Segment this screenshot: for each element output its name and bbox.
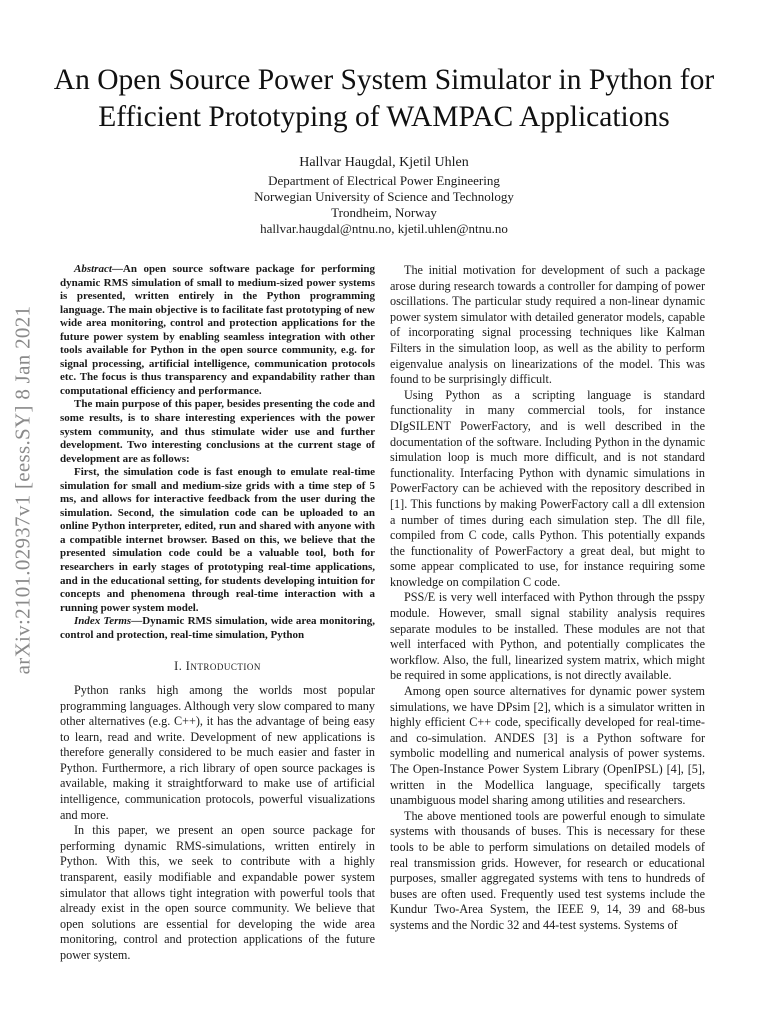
abstract-paragraph: First, the simulation code is fast enough to emulate real-time simulation for small and medium-size grids with a time step of 5 ms, and allows for interactive feedback from the user during the simulation. Second, the simulation code can be uploaded to an online Python interpreter, edited, run and shared with anyone with a compatible internet browser. Based on this, we believe that the presented simulation code could be a valuable tool, both for researchers in early stages of prototyping real-time applications, and in the educational setting, for students developing intuition for concepts and phenomena through real-time interaction with a running power system model. [60, 466, 375, 614]
author-emails: hallvar.haugdal@ntnu.no, kjetil.uhlen@ntnu.no [260, 221, 508, 236]
left-column [60, 263, 375, 964]
arxiv-id-text: arXiv:2101.02937v1 [eess.SY] 8 Jan 2021 [10, 305, 35, 675]
abstract [60, 263, 375, 642]
right-column [390, 263, 705, 934]
body-paragraph: The initial motivation for development of such a package arose during research towards a controller for damping of power oscillations. The particular study required a non-linear dynamic power system simulator with detailed generator models, capable of incorporating signal processing techniques like Kalman Filters in the simulation loop, as well as the ability to perform eigenvalue analysis on linearizations of the model. This was found to be surprisingly difficult. [390, 263, 705, 387]
paper-title: An Open Source Power System Simulator in Python for Efficient Prototyping of WAMPAC Applications [53, 64, 715, 133]
affiliation-department: Department of Electrical Power Engineering [268, 173, 500, 188]
section-number: I. [174, 659, 186, 674]
abstract-paragraph: Abstract—An open source software package for performing dynamic RMS simulation of small to medium-sized power systems is presented, written entirely in the Python programming language. The main objective is to facilitate fast prototyping of new wide area monitoring, control and protection applications for the future power system by enabling seamless integration with other tools available for Python in the open source community, e.g. for signal processing, artificial intelligence, communication protocols etc. The focus is thus transparency and expandability rather than computational efficiency and performance. [60, 263, 375, 397]
body-paragraph: Python ranks high among the worlds most popular programming languages. Although very slow compared to many other alternatives (e.g. C++), it has the advantage of being easy to learn, read and write. Development of new applications is therefore generally considered to be much easier and faster in Python. Furthermore, a rich library of open source packages is available, making it straightforward to make use of artificial intelligence, communication protocols, powerful visualizations and more. [60, 682, 375, 822]
author-names: Hallvar Haugdal, Kjetil Uhlen [299, 155, 469, 170]
body-paragraph: Using Python as a scripting language is standard functionality in many commercial tools, for instance DIgSILENT PowerFactory, and is well described in the documentation of the software. Including Python in the dynamic simulation loop is much more difficult, and is not standard functionality. Interfacing Python with dynamic simulations in PowerFactory can be achieved with the repository described in [1]. This functions by making PowerFactory call a dll extension a number of times during each simulation step. The dll file, compiled from C code, calls Python. This potentially expands the functionality of PowerFactory a great deal, but might to some appear complicated to use, for instance requiring some knowledge on compilation C code. [390, 387, 705, 589]
abstract-label: Abstract [74, 263, 112, 275]
affiliation-university: Norwegian University of Science and Technology [254, 189, 514, 204]
index-terms-label: Index Terms [74, 615, 132, 628]
section-heading-introduction [60, 659, 375, 675]
body-paragraph: In this paper, we present an open source package for performing dynamic RMS-simulations, written entirely in Python. With this, we seek to contribute with a highly transparent, easily modifiable and expandable power system simulator that allows tight integration with powerful tools that already exist in the open source community. We believe that open solutions are essential for developing the wide area monitoring, control and protection applications of the future power system. [60, 823, 375, 962]
section-title: Introduction [185, 659, 261, 674]
body-paragraph: PSS/E is very well interfaced with Python through the psspy module. However, small signal stability analysis requires separate modules to be installed. These modules are not that well interfaced with Python, and potentially complicates the workflow. Also, the full, linearized system matrix, which might be required in some applications, is not directly available. [390, 590, 705, 683]
index-terms: Index Terms—Dynamic RMS simulation, wide area monitoring, control and protection, real-time simulation, Python [60, 615, 375, 641]
body-paragraph: The above mentioned tools are powerful enough to simulate systems with thousands of buses. This is necessary for these tools to be able to perform simulations on detailed models of real transmission grids. However, for research or educational purposes, smaller aggregated systems with tens to hundreds of buses are often used. Frequently used test systems include the Kundur Two-Area System, the IEEE 9, 14, 39 and 68-bus systems and the Nordic 32 and 44-test systems. Systems of [390, 808, 705, 932]
affiliation-location: Trondheim, Norway [331, 205, 437, 220]
author-block [100, 154, 668, 237]
arxiv-identifier-margin [10, 280, 36, 700]
body-paragraph: Among open source alternatives for dynamic power system simulations, we have DPsim [2], which is a simulator written in highly efficient C++ code, specifically developed for real-time- and co-simulation. ANDES [3] is a Python software for symbolic modelling and numerical analysis of power systems. The Open-Instance Power System Library (OpenIPSL) [4], [5], written in the Modellica language, specifically targets unambiguous model sharing among utilities and researchers. [390, 684, 705, 808]
abstract-paragraph: The main purpose of this paper, besides presenting the code and some results, is to share interesting experiences with the power system community, and thus stimulate wider use and further development. Two interesting conclusions at the current stage of development are as follows: [60, 398, 375, 465]
